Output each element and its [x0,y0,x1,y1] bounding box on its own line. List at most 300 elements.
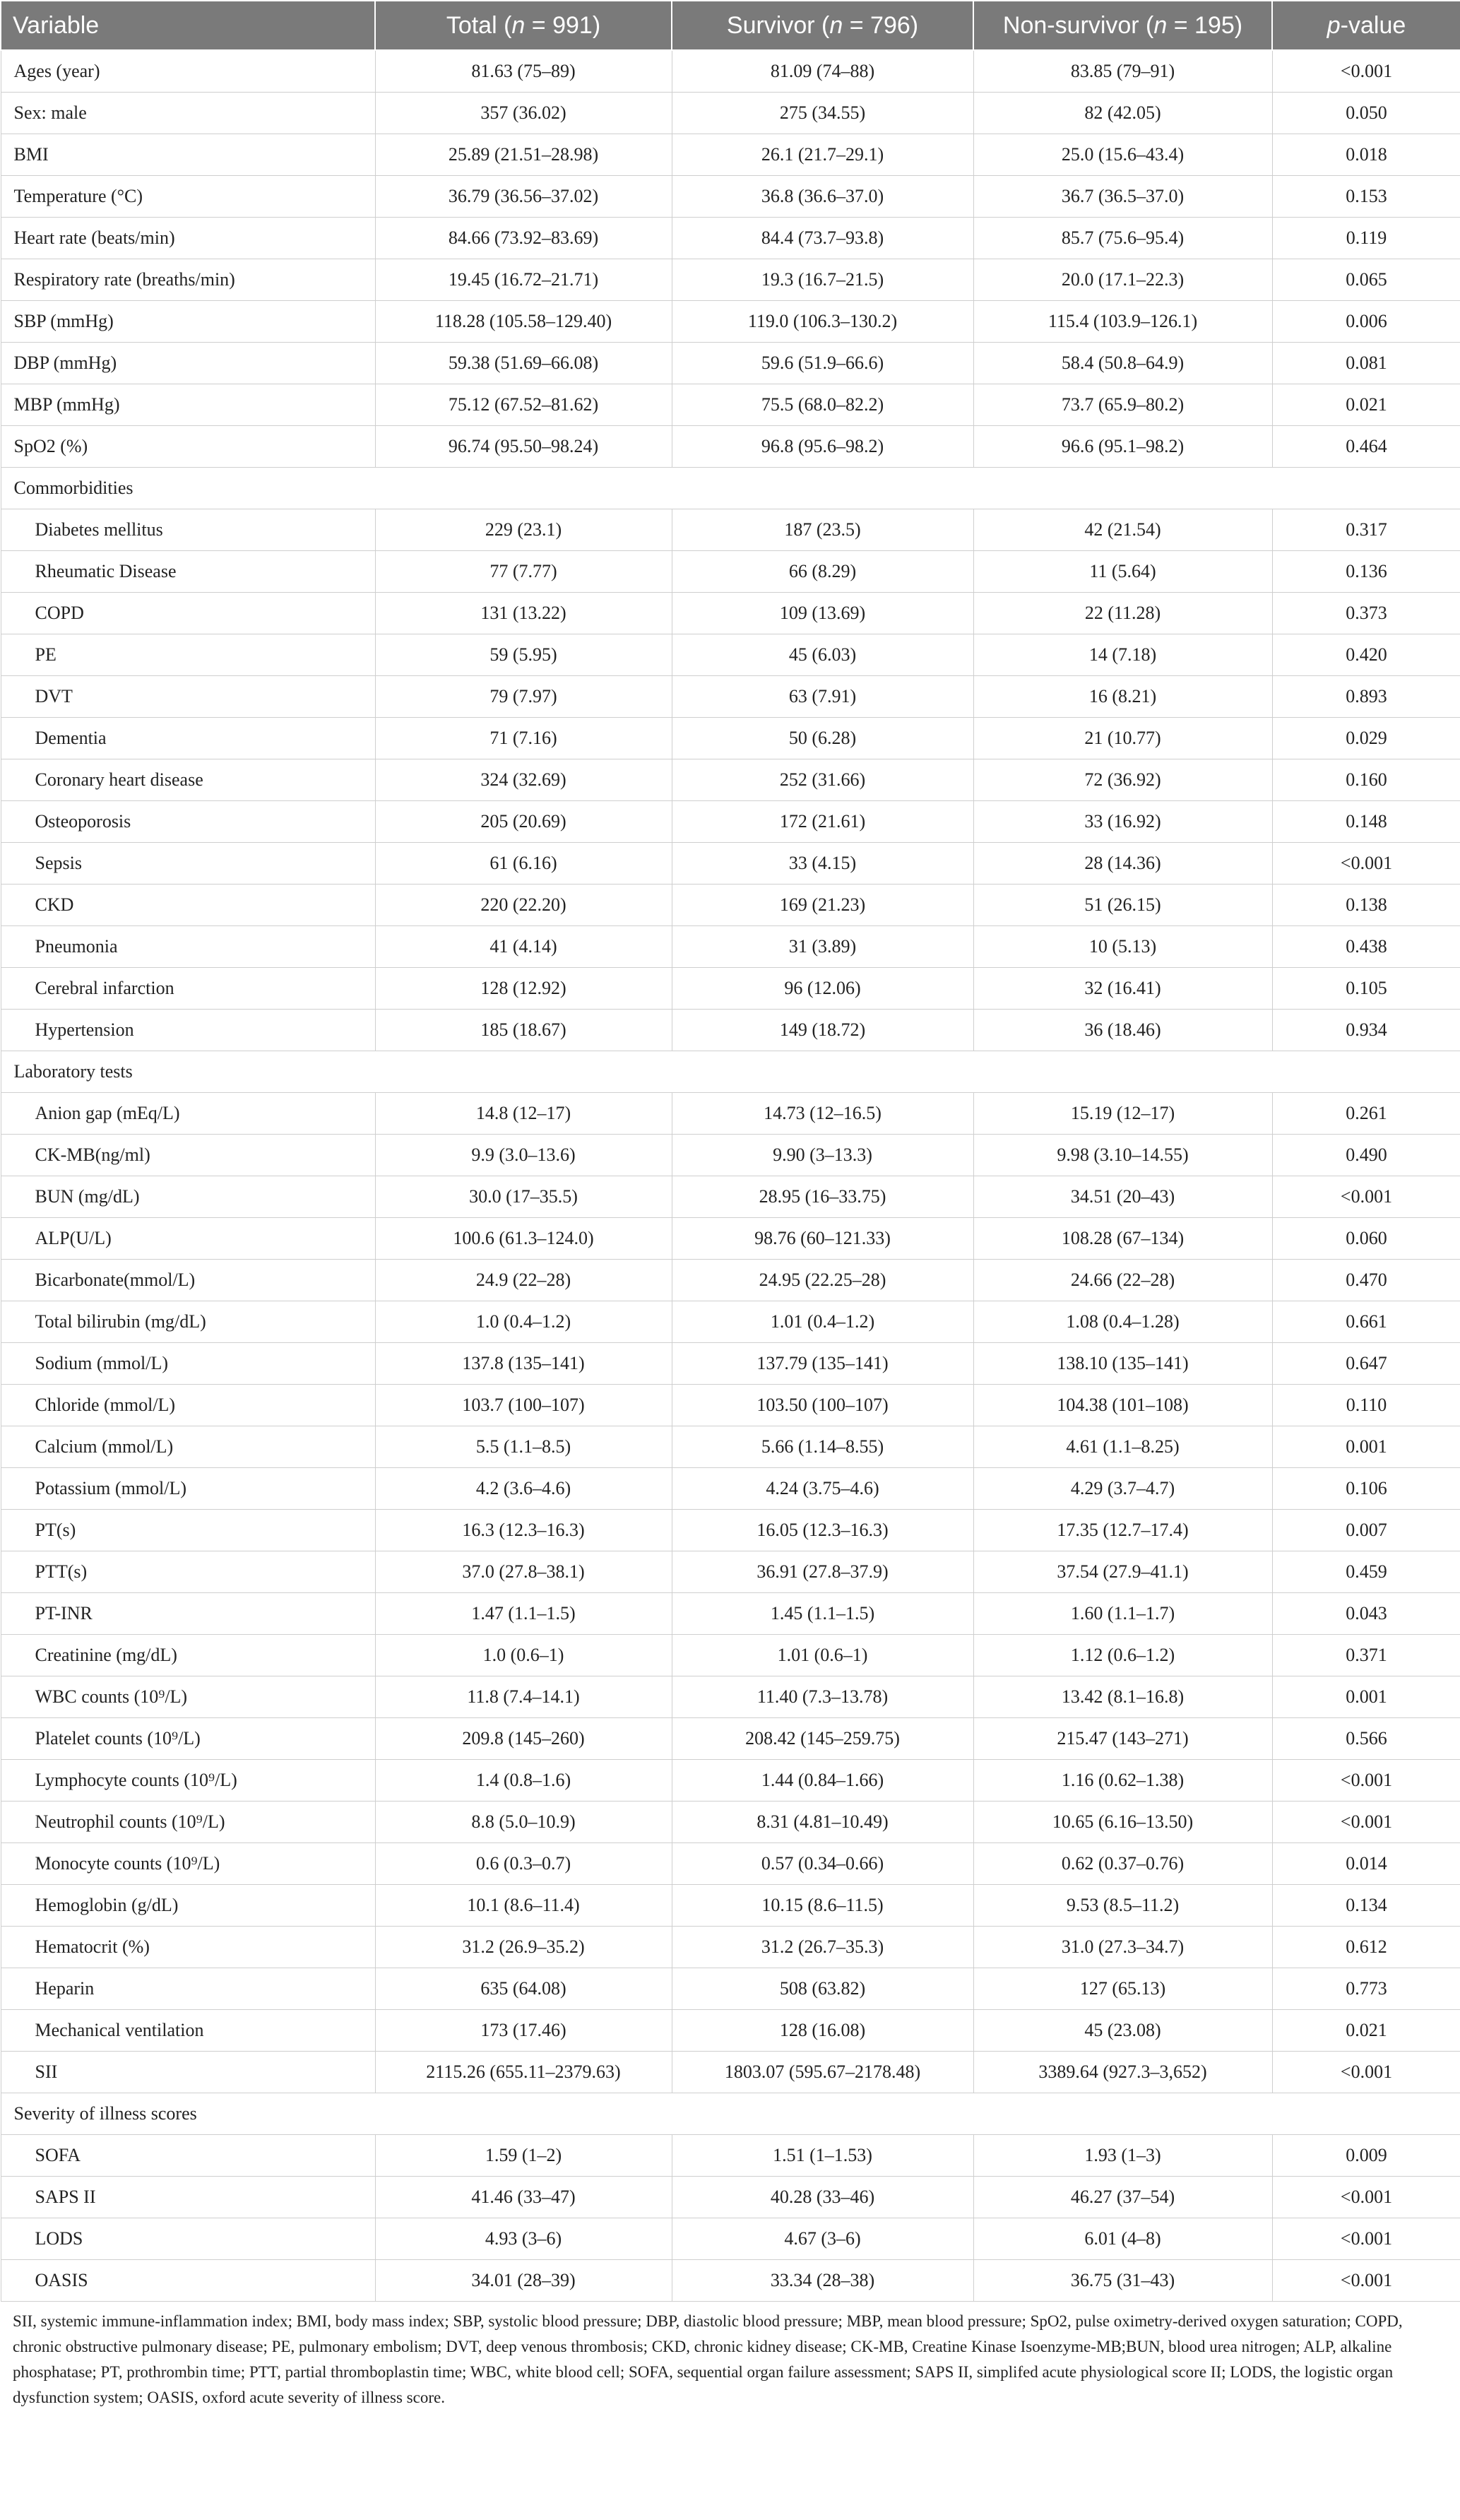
row-label: Coronary heart disease [1,759,375,801]
cell-survivor: 31 (3.89) [672,926,973,968]
row-label: Cerebral infarction [1,968,375,1010]
cell-p-value: 0.006 [1272,301,1460,343]
cell-p-value: 0.001 [1272,1676,1460,1718]
cell-survivor: 50 (6.28) [672,718,973,759]
cell-survivor: 1.45 (1.1–1.5) [672,1593,973,1635]
cell-survivor: 36.8 (36.6–37.0) [672,176,973,218]
cell-total: 36.79 (36.56–37.02) [375,176,672,218]
cell-survivor: 40.28 (33–46) [672,2177,973,2218]
table-row [1,1468,1460,1510]
cell-total: 1.0 (0.6–1) [375,1635,672,1676]
table-row [1,1885,1460,1927]
cell-survivor: 63 (7.91) [672,676,973,718]
row-label: Bicarbonate(mmol/L) [1,1260,375,1301]
cell-nonsurvivor: 85.7 (75.6–95.4) [973,218,1272,259]
cell-total: 71 (7.16) [375,718,672,759]
cell-p-value: 0.153 [1272,176,1460,218]
cell-survivor: 96.8 (95.6–98.2) [672,426,973,468]
cell-total: 24.9 (22–28) [375,1260,672,1301]
row-label: Creatinine (mg/dL) [1,1635,375,1676]
row-label: Potassium (mmol/L) [1,1468,375,1510]
cell-survivor: 9.90 (3–13.3) [672,1135,973,1176]
cell-total: 1.0 (0.4–1.2) [375,1301,672,1343]
cell-total: 31.2 (26.9–35.2) [375,1927,672,1968]
table-row [1,1760,1460,1802]
cell-nonsurvivor: 20.0 (17.1–22.3) [973,259,1272,301]
cell-total: 4.93 (3–6) [375,2218,672,2260]
cell-p-value: 0.464 [1272,426,1460,468]
table-row [1,1635,1460,1676]
table-row [1,843,1460,885]
cell-nonsurvivor: 9.53 (8.5–11.2) [973,1885,1272,1927]
table-row [1,2177,1460,2218]
cell-p-value: 0.065 [1272,259,1460,301]
cell-total: 100.6 (61.3–124.0) [375,1218,672,1260]
table-row [1,1718,1460,1760]
table-row [1,2260,1460,2302]
cell-total: 5.5 (1.1–8.5) [375,1426,672,1468]
cell-nonsurvivor: 51 (26.15) [973,885,1272,926]
cell-p-value: 0.050 [1272,93,1460,134]
cell-total: 128 (12.92) [375,968,672,1010]
row-label: PT-INR [1,1593,375,1635]
cell-survivor: 36.91 (27.8–37.9) [672,1551,973,1593]
cell-nonsurvivor: 15.19 (12–17) [973,1093,1272,1135]
cell-nonsurvivor: 21 (10.77) [973,718,1272,759]
cell-nonsurvivor: 0.62 (0.37–0.76) [973,1843,1272,1885]
row-label: ALP(U/L) [1,1218,375,1260]
cell-survivor: 137.79 (135–141) [672,1343,973,1385]
cell-p-value: <0.001 [1272,2260,1460,2302]
table-row [1,1385,1460,1426]
cell-nonsurvivor: 13.42 (8.1–16.8) [973,1676,1272,1718]
cell-nonsurvivor: 3389.64 (927.3–3,652) [973,2052,1272,2093]
section-heading: Laboratory tests [1,1051,1460,1093]
cell-total: 8.8 (5.0–10.9) [375,1802,672,1843]
cell-survivor: 28.95 (16–33.75) [672,1176,973,1218]
cell-nonsurvivor: 10.65 (6.16–13.50) [973,1802,1272,1843]
cell-nonsurvivor: 9.98 (3.10–14.55) [973,1135,1272,1176]
cell-p-value: 0.773 [1272,1968,1460,2010]
cell-nonsurvivor: 82 (42.05) [973,93,1272,134]
cell-p-value: <0.001 [1272,2052,1460,2093]
cell-nonsurvivor: 58.4 (50.8–64.9) [973,343,1272,384]
table-row [1,1676,1460,1718]
cell-p-value: <0.001 [1272,1760,1460,1802]
cell-p-value: 0.007 [1272,1510,1460,1551]
cell-p-value: 0.893 [1272,676,1460,718]
cell-total: 59.38 (51.69–66.08) [375,343,672,384]
cell-survivor: 75.5 (68.0–82.2) [672,384,973,426]
table-row [1,1301,1460,1343]
cell-total: 37.0 (27.8–38.1) [375,1551,672,1593]
cell-total: 324 (32.69) [375,759,672,801]
cell-total: 1.4 (0.8–1.6) [375,1760,672,1802]
cell-p-value: 0.021 [1272,2010,1460,2052]
row-label: Sex: male [1,93,375,134]
table-row [1,509,1460,551]
cell-p-value: 0.110 [1272,1385,1460,1426]
row-label: BMI [1,134,375,176]
section-row [1,2093,1460,2135]
cell-survivor: 4.67 (3–6) [672,2218,973,2260]
cell-p-value: <0.001 [1272,843,1460,885]
table-footnote: SII, systemic immune-inflammation index; BMI, body mass index; SBP, systolic blood pressure; DBP, diastolic blood pressure; MBP, mean blood pressure; SpO2, pulse oximetry-derived oxygen saturation; COPD, chronic obstructive pulmonary disease; PE, pulmonary embolism; DVT, deep venous thrombosis; CKD, chronic kidney disease; CK-MB, Creatine Kinase Isoenzyme-MB;BUN, blood urea nitrogen; ALP, alkaline phosphatase; PT, prothrombin time; PTT, partial thromboplastin time; WBC, white blood cell; SOFA, sequential organ failure assessment; SAPS II, simplifed acute physiological score II; LODS, the logistic organ dysfunction system; OASIS, oxford acute severity of illness score. [13,2312,1403,2406]
row-label: Respiratory rate (breaths/min) [1,259,375,301]
cell-nonsurvivor: 83.85 (79–91) [973,50,1272,93]
cell-total: 1.47 (1.1–1.5) [375,1593,672,1635]
cell-p-value: <0.001 [1272,2218,1460,2260]
cell-survivor: 5.66 (1.14–8.55) [672,1426,973,1468]
cell-nonsurvivor: 72 (36.92) [973,759,1272,801]
cell-survivor: 103.50 (100–107) [672,1385,973,1426]
cell-nonsurvivor: 73.7 (65.9–80.2) [973,384,1272,426]
cell-p-value: 0.612 [1272,1927,1460,1968]
cell-nonsurvivor: 42 (21.54) [973,509,1272,551]
table-row [1,93,1460,134]
table-row [1,1093,1460,1135]
cell-total: 4.2 (3.6–4.6) [375,1468,672,1510]
cell-survivor: 10.15 (8.6–11.5) [672,1885,973,1927]
row-label: SII [1,2052,375,2093]
cell-survivor: 1.44 (0.84–1.66) [672,1760,973,1802]
cell-survivor: 252 (31.66) [672,759,973,801]
cell-survivor: 24.95 (22.25–28) [672,1260,973,1301]
row-label: Heart rate (beats/min) [1,218,375,259]
cell-survivor: 16.05 (12.3–16.3) [672,1510,973,1551]
cell-survivor: 169 (21.23) [672,885,973,926]
cell-nonsurvivor: 31.0 (27.3–34.7) [973,1927,1272,1968]
cell-p-value: 0.060 [1272,1218,1460,1260]
cell-nonsurvivor: 17.35 (12.7–17.4) [973,1510,1272,1551]
cell-nonsurvivor: 1.08 (0.4–1.28) [973,1301,1272,1343]
table-row [1,1802,1460,1843]
table-body [1,50,1460,2302]
table-row [1,1218,1460,1260]
cell-nonsurvivor: 96.6 (95.1–98.2) [973,426,1272,468]
table-row [1,426,1460,468]
cell-p-value: 0.459 [1272,1551,1460,1593]
table-row [1,343,1460,384]
header-total: Total (n = 991) [375,1,672,50]
header-nonsurvivor: Non-survivor (n = 195) [973,1,1272,50]
cell-total: 209.8 (145–260) [375,1718,672,1760]
table-row [1,1593,1460,1635]
row-label: PE [1,634,375,676]
cell-survivor: 33 (4.15) [672,843,973,885]
cell-nonsurvivor: 6.01 (4–8) [973,2218,1272,2260]
table-row [1,218,1460,259]
cell-survivor: 172 (21.61) [672,801,973,843]
cell-p-value: 0.106 [1272,1468,1460,1510]
cell-p-value: 0.317 [1272,509,1460,551]
cell-nonsurvivor: 36.7 (36.5–37.0) [973,176,1272,218]
cell-nonsurvivor: 127 (65.13) [973,1968,1272,2010]
cell-survivor: 508 (63.82) [672,1968,973,2010]
cell-nonsurvivor: 115.4 (103.9–126.1) [973,301,1272,343]
row-label: Monocyte counts (10⁹/L) [1,1843,375,1885]
cell-total: 41 (4.14) [375,926,672,968]
cell-total: 25.89 (21.51–28.98) [375,134,672,176]
cell-p-value: <0.001 [1272,2177,1460,2218]
row-label: Dementia [1,718,375,759]
section-row [1,1051,1460,1093]
cell-p-value: 0.661 [1272,1301,1460,1343]
cell-p-value: 0.371 [1272,1635,1460,1676]
cell-survivor: 149 (18.72) [672,1010,973,1051]
section-heading: Severity of illness scores [1,2093,1460,2135]
row-label: OASIS [1,2260,375,2302]
section-row [1,468,1460,509]
row-label: Calcium (mmol/L) [1,1426,375,1468]
table-row [1,593,1460,634]
cell-p-value: <0.001 [1272,1802,1460,1843]
cell-survivor: 1803.07 (595.67–2178.48) [672,2052,973,2093]
table-row [1,1968,1460,2010]
table-row [1,1343,1460,1385]
cell-survivor: 96 (12.06) [672,968,973,1010]
table-row [1,718,1460,759]
cell-p-value: 0.470 [1272,1260,1460,1301]
cell-survivor: 275 (34.55) [672,93,973,134]
cell-nonsurvivor: 4.61 (1.1–8.25) [973,1426,1272,1468]
cell-p-value: 0.001 [1272,1426,1460,1468]
row-label: Hypertension [1,1010,375,1051]
cell-p-value: 0.043 [1272,1593,1460,1635]
table-row [1,1260,1460,1301]
cell-survivor: 11.40 (7.3–13.78) [672,1676,973,1718]
row-label: Anion gap (mEq/L) [1,1093,375,1135]
cell-nonsurvivor: 28 (14.36) [973,843,1272,885]
row-label: Pneumonia [1,926,375,968]
table-row [1,259,1460,301]
row-label: Temperature (°C) [1,176,375,218]
cell-p-value: 0.014 [1272,1843,1460,1885]
table-row [1,1843,1460,1885]
cell-total: 16.3 (12.3–16.3) [375,1510,672,1551]
cell-survivor: 8.31 (4.81–10.49) [672,1802,973,1843]
row-label: SpO2 (%) [1,426,375,468]
cell-survivor: 33.34 (28–38) [672,2260,973,2302]
cell-total: 1.59 (1–2) [375,2135,672,2177]
row-label: Hemoglobin (g/dL) [1,1885,375,1927]
row-label: Neutrophil counts (10⁹/L) [1,1802,375,1843]
table-row [1,384,1460,426]
cell-p-value: 0.138 [1272,885,1460,926]
row-label: WBC counts (10⁹/L) [1,1676,375,1718]
cell-p-value: 0.134 [1272,1885,1460,1927]
cell-survivor: 19.3 (16.7–21.5) [672,259,973,301]
cell-survivor: 66 (8.29) [672,551,973,593]
cell-survivor: 81.09 (74–88) [672,50,973,93]
cell-total: 30.0 (17–35.5) [375,1176,672,1218]
cell-nonsurvivor: 138.10 (135–141) [973,1343,1272,1385]
cell-nonsurvivor: 36.75 (31–43) [973,2260,1272,2302]
cell-total: 11.8 (7.4–14.1) [375,1676,672,1718]
cell-survivor: 26.1 (21.7–29.1) [672,134,973,176]
cell-p-value: 0.018 [1272,134,1460,176]
cell-total: 137.8 (135–141) [375,1343,672,1385]
cell-p-value: 0.009 [1272,2135,1460,2177]
table-row [1,885,1460,926]
table-row [1,676,1460,718]
cell-p-value: 0.021 [1272,384,1460,426]
table-row [1,1010,1460,1051]
header-variable: Variable [1,1,375,50]
table-row [1,1927,1460,1968]
cell-nonsurvivor: 4.29 (3.7–4.7) [973,1468,1272,1510]
cell-nonsurvivor: 10 (5.13) [973,926,1272,968]
row-label: CKD [1,885,375,926]
table-row [1,1176,1460,1218]
cell-total: 77 (7.77) [375,551,672,593]
row-label: COPD [1,593,375,634]
cell-total: 79 (7.97) [375,676,672,718]
table-row [1,801,1460,843]
header-survivor: Survivor (n = 796) [672,1,973,50]
table-row [1,759,1460,801]
cell-total: 41.46 (33–47) [375,2177,672,2218]
cell-survivor: 119.0 (106.3–130.2) [672,301,973,343]
row-label: Lymphocyte counts (10⁹/L) [1,1760,375,1802]
cell-total: 185 (18.67) [375,1010,672,1051]
cell-total: 75.12 (67.52–81.62) [375,384,672,426]
cell-total: 0.6 (0.3–0.7) [375,1843,672,1885]
cell-total: 220 (22.20) [375,885,672,926]
row-label: PT(s) [1,1510,375,1551]
row-label: Ages (year) [1,50,375,93]
row-label: Rheumatic Disease [1,551,375,593]
cell-nonsurvivor: 34.51 (20–43) [973,1176,1272,1218]
cell-p-value: 0.420 [1272,634,1460,676]
cell-p-value: 0.934 [1272,1010,1460,1051]
cell-p-value: 0.105 [1272,968,1460,1010]
table-row [1,551,1460,593]
row-label: Diabetes mellitus [1,509,375,551]
header-p-value: p-value [1272,1,1460,50]
cell-nonsurvivor: 24.66 (22–28) [973,1260,1272,1301]
cell-nonsurvivor: 108.28 (67–134) [973,1218,1272,1260]
cell-total: 131 (13.22) [375,593,672,634]
table-row [1,634,1460,676]
row-label: Mechanical ventilation [1,2010,375,2052]
table-row [1,2135,1460,2177]
cell-p-value: 0.119 [1272,218,1460,259]
cell-survivor: 45 (6.03) [672,634,973,676]
table-row [1,926,1460,968]
cell-total: 9.9 (3.0–13.6) [375,1135,672,1176]
cell-total: 84.66 (73.92–83.69) [375,218,672,259]
cell-nonsurvivor: 14 (7.18) [973,634,1272,676]
row-label: LODS [1,2218,375,2260]
row-label: Sodium (mmol/L) [1,1343,375,1385]
row-label: Hematocrit (%) [1,1927,375,1968]
cell-survivor: 187 (23.5) [672,509,973,551]
cell-p-value: 0.081 [1272,343,1460,384]
cell-nonsurvivor: 16 (8.21) [973,676,1272,718]
cell-survivor: 59.6 (51.9–66.6) [672,343,973,384]
row-label: DVT [1,676,375,718]
table-row [1,50,1460,93]
cell-total: 81.63 (75–89) [375,50,672,93]
cell-nonsurvivor: 33 (16.92) [973,801,1272,843]
table-row [1,134,1460,176]
cell-total: 173 (17.46) [375,2010,672,2052]
row-label: SOFA [1,2135,375,2177]
cell-nonsurvivor: 46.27 (37–54) [973,2177,1272,2218]
cell-survivor: 4.24 (3.75–4.6) [672,1468,973,1510]
cell-total: 59 (5.95) [375,634,672,676]
cell-survivor: 1.51 (1–1.53) [672,2135,973,2177]
cell-p-value: 0.148 [1272,801,1460,843]
table-row [1,2010,1460,2052]
row-label: BUN (mg/dL) [1,1176,375,1218]
table-row [1,301,1460,343]
cell-total: 635 (64.08) [375,1968,672,2010]
cell-nonsurvivor: 37.54 (27.9–41.1) [973,1551,1272,1593]
cell-survivor: 0.57 (0.34–0.66) [672,1843,973,1885]
cell-survivor: 109 (13.69) [672,593,973,634]
table-row [1,968,1460,1010]
table-row [1,2052,1460,2093]
cell-survivor: 31.2 (26.7–35.3) [672,1927,973,1968]
cell-p-value: 0.647 [1272,1343,1460,1385]
section-heading: Commorbidities [1,468,1460,509]
row-label: Sepsis [1,843,375,885]
cell-survivor: 1.01 (0.4–1.2) [672,1301,973,1343]
cell-nonsurvivor: 36 (18.46) [973,1010,1272,1051]
row-label: Chloride (mmol/L) [1,1385,375,1426]
row-label: Platelet counts (10⁹/L) [1,1718,375,1760]
cell-nonsurvivor: 1.60 (1.1–1.7) [973,1593,1272,1635]
cell-total: 118.28 (105.58–129.40) [375,301,672,343]
cell-survivor: 1.01 (0.6–1) [672,1635,973,1676]
cell-survivor: 208.42 (145–259.75) [672,1718,973,1760]
cell-total: 229 (23.1) [375,509,672,551]
table-row [1,1426,1460,1468]
cell-nonsurvivor: 1.12 (0.6–1.2) [973,1635,1272,1676]
cell-total: 103.7 (100–107) [375,1385,672,1426]
cell-total: 205 (20.69) [375,801,672,843]
cell-total: 2115.26 (655.11–2379.63) [375,2052,672,2093]
row-label: DBP (mmHg) [1,343,375,384]
cell-p-value: 0.029 [1272,718,1460,759]
cell-total: 96.74 (95.50–98.24) [375,426,672,468]
cell-nonsurvivor: 45 (23.08) [973,2010,1272,2052]
table-row [1,2218,1460,2260]
cell-nonsurvivor: 25.0 (15.6–43.4) [973,134,1272,176]
cell-nonsurvivor: 215.47 (143–271) [973,1718,1272,1760]
cell-total: 14.8 (12–17) [375,1093,672,1135]
cell-nonsurvivor: 11 (5.64) [973,551,1272,593]
cell-p-value: <0.001 [1272,50,1460,93]
row-label: Osteoporosis [1,801,375,843]
cell-survivor: 84.4 (73.7–93.8) [672,218,973,259]
cell-nonsurvivor: 1.16 (0.62–1.38) [973,1760,1272,1802]
row-label: SAPS II [1,2177,375,2218]
cell-p-value: 0.261 [1272,1093,1460,1135]
cell-total: 61 (6.16) [375,843,672,885]
cell-total: 34.01 (28–39) [375,2260,672,2302]
table-header [1,1,1460,50]
cell-survivor: 98.76 (60–121.33) [672,1218,973,1260]
row-label: Heparin [1,1968,375,2010]
cell-survivor: 128 (16.08) [672,2010,973,2052]
cell-p-value: 0.490 [1272,1135,1460,1176]
cell-total: 10.1 (8.6–11.4) [375,1885,672,1927]
cell-p-value: 0.373 [1272,593,1460,634]
row-label: PTT(s) [1,1551,375,1593]
